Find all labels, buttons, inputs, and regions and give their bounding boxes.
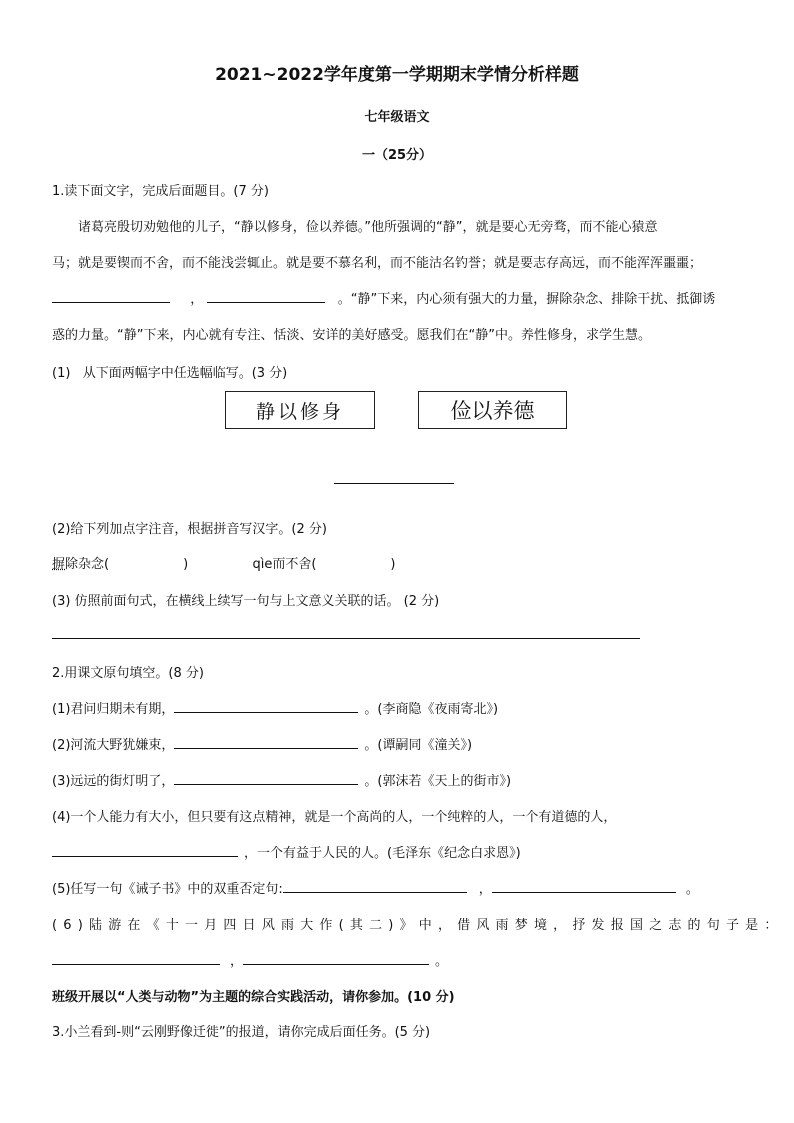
fill-blank[interactable] — [243, 963, 429, 965]
item6-comma: ， — [230, 954, 244, 969]
item2-source: 。(谭嗣同《潼关》) — [364, 738, 473, 753]
q2-item-2 — [52, 734, 472, 753]
subject-subtitle: 七年级语文 — [364, 110, 430, 125]
q2-item-6-line-2 — [52, 950, 448, 969]
item6-end: 。 — [435, 954, 449, 969]
paragraph-continuation: 。“静”下来，内心须有强大的力量，摒除杂念、排除干扰、抵御诱 — [337, 292, 716, 307]
fill-blank[interactable] — [52, 301, 170, 303]
fill-blank[interactable] — [52, 855, 238, 857]
sub3-answer-line[interactable] — [52, 638, 640, 639]
section-one-heading: 一（25分） — [361, 148, 433, 163]
comma-text: ， — [190, 292, 204, 307]
q1-paragraph-line-3 — [52, 288, 715, 307]
dotted-character: 摒 — [52, 557, 66, 572]
calligraphy-sample-right: 俭以养德 — [418, 391, 567, 429]
fill-blank[interactable] — [174, 747, 358, 749]
sub1-number: (1) — [52, 366, 71, 381]
fill-blank[interactable] — [174, 783, 358, 785]
item2-prompt: (2)河流大野犹嫌束， — [52, 738, 175, 753]
copy-answer-line[interactable] — [334, 483, 454, 484]
q2-heading: 2.用课文原句填空。(8 分) — [52, 666, 204, 681]
q1-sub2-items — [52, 553, 395, 572]
q1-sub2: (2)给下列加点字注音，根据拼音写汉字。(2 分) — [52, 522, 327, 537]
q2-item-3 — [52, 770, 511, 789]
sub2-item2-text: 而不舍( — [272, 557, 317, 572]
item5-comma: ， — [478, 882, 492, 897]
q1-sub1 — [52, 362, 287, 381]
q1-paragraph-line-2: 马；就是要锲而不舍，而不能浅尝辄止。就是要不慕名利，而不能沽名钓誉；就是要志存高远，而不能浑浑噩噩； — [52, 256, 703, 271]
sub2-item2-close: ) — [390, 557, 396, 572]
sub1-text: 从下面两幅字中任选幅临写。(3 分) — [82, 366, 288, 381]
fill-blank[interactable] — [492, 891, 676, 893]
q3-heading: 3.小兰看到-则“云刚野像迁徙”的报道，请你完成后面任务。(5 分) — [52, 1025, 431, 1040]
q1-sub3: (3) 仿照前面句式，在横线上续写一句与上文意义关联的话。 (2 分) — [52, 594, 440, 609]
sub2-item1-close: ) — [183, 557, 189, 572]
q1-paragraph-line-4: 惑的力量。“静”下来，内心就有专注、恬淡、安详的美好感受。愿我们在“静”中。养性修身，求学生慧。 — [52, 328, 651, 343]
sub2-item2-pinyin: qìe — [252, 557, 273, 572]
item5-end: 。 — [685, 882, 699, 897]
item1-source: 。(李商隐《夜雨寄北》) — [364, 702, 499, 717]
fill-blank[interactable] — [52, 963, 220, 965]
fill-blank[interactable] — [174, 711, 358, 713]
q1-heading: 1.读下面文字，完成后面题目。(7 分) — [52, 184, 269, 199]
q1-paragraph-line-1: 诸葛亮殷切劝勉他的儿子，“静以修身，俭以养德。”他所强调的“静”，就是要心无旁骛，而不能心猿意 — [78, 220, 658, 235]
calligraphy-sample-left: 静以修身 — [225, 391, 375, 429]
item4-source: ，一个有益于人民的人。(毛泽东《纪念白求恩》) — [244, 846, 521, 861]
q2-item-6-line-1: (6)陆游在《十一月四日风雨大作(其二)》中，借风雨梦境，抒发报国之志的句子是： — [52, 918, 784, 933]
q2-item-1 — [52, 698, 498, 717]
section-two-heading: 班级开展以“人类与动物”为主题的综合实践活动，请你参加。(10 分) — [52, 990, 455, 1005]
q2-item-4-line-1: (4)一个人能力有大小，但只要有这点精神，就是一个高尚的人，一个纯粹的人，一个有道德的人， — [52, 810, 617, 825]
page-title: 2021~2022学年度第一学期期末学情分析样题 — [215, 65, 579, 85]
q2-item-4-line-2 — [52, 842, 521, 861]
q2-item-5 — [52, 878, 699, 897]
fill-blank[interactable] — [207, 301, 325, 303]
item3-prompt: (3)远远的街灯明了， — [52, 774, 175, 789]
fill-blank[interactable] — [283, 891, 467, 893]
item5-prompt: (5)任写一句《诫子书》中的双重否定句: — [52, 882, 283, 897]
item1-prompt: (1)君问归期未有期， — [52, 702, 175, 717]
sub2-item1-text: 除杂念( — [65, 557, 110, 572]
item3-source: 。(郭沫若《天上的街市》) — [364, 774, 512, 789]
